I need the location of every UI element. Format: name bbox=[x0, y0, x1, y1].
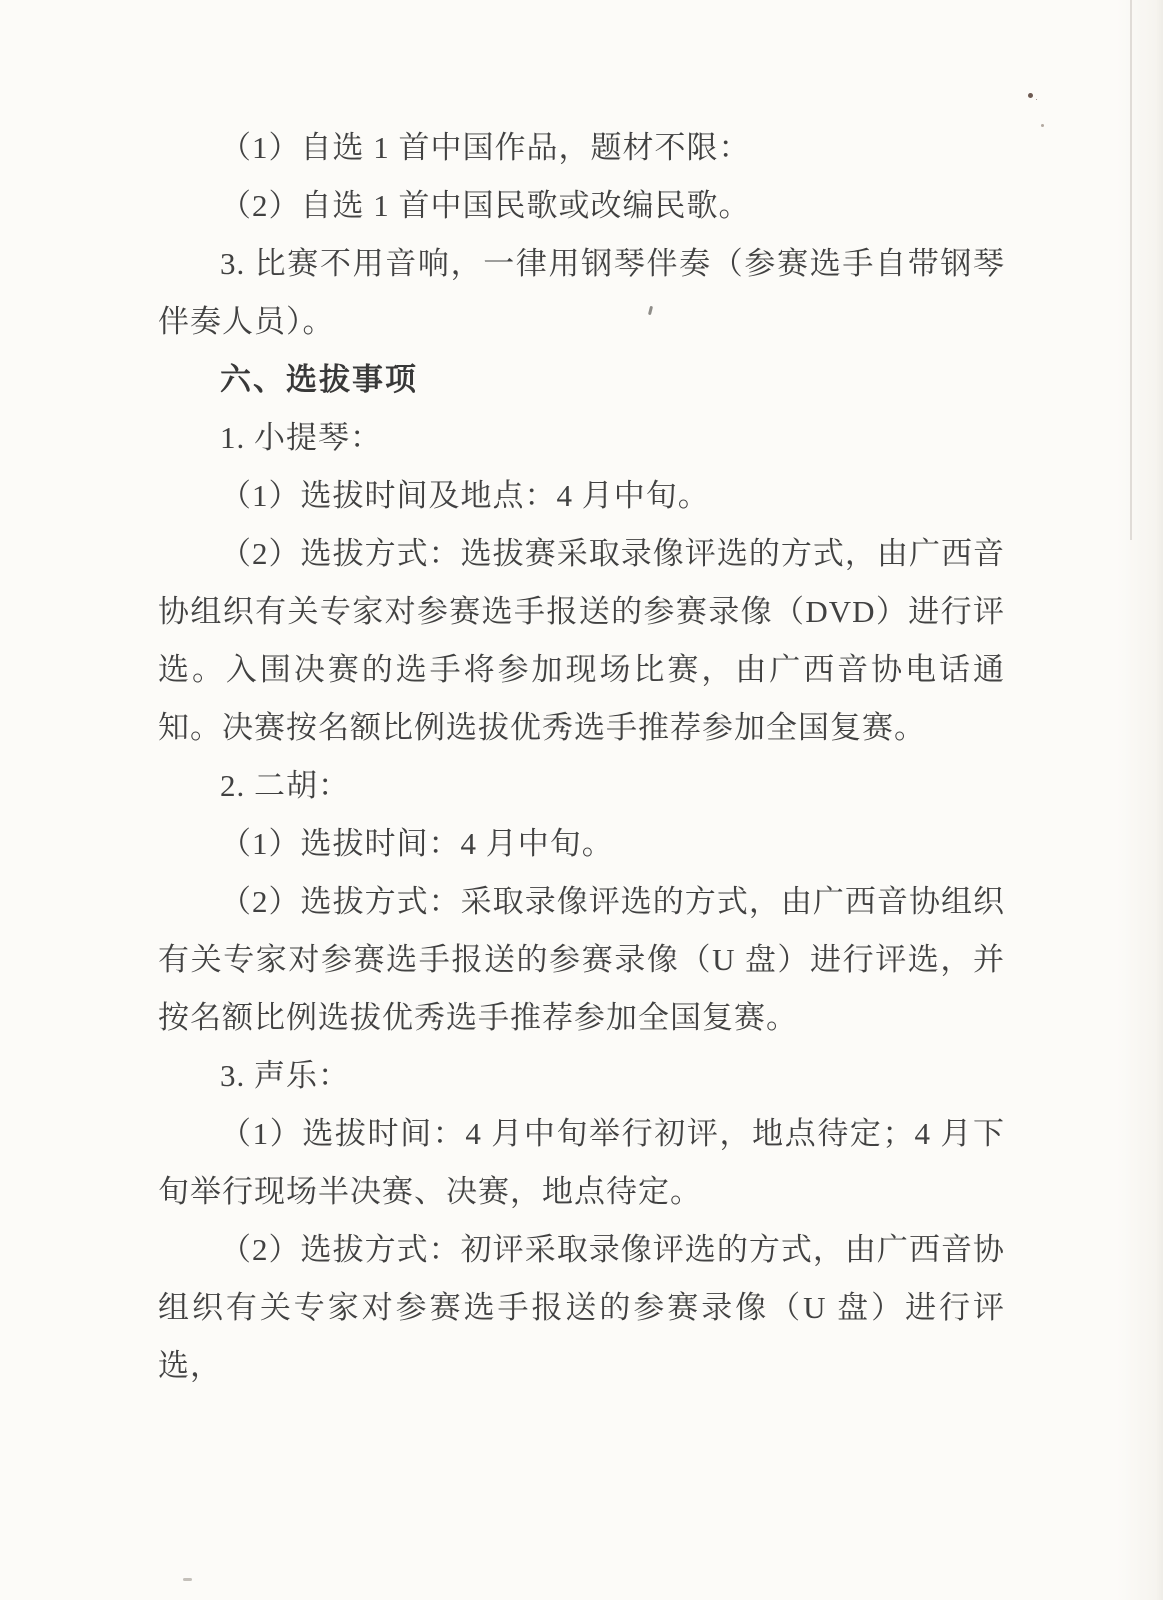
violin-time-location: （1）选拔时间及地点：4 月中旬。 bbox=[220, 478, 710, 513]
scan-artifact-speck bbox=[1028, 93, 1033, 98]
item-vocal-title: 3. 声乐： bbox=[220, 1058, 350, 1093]
scan-edge-line bbox=[1130, 0, 1132, 540]
scan-artifact-dot bbox=[1041, 124, 1044, 127]
vocal-selection-method: （2）选拔方式：初评采取录像评选的方式，由广西音协组织有关专家对参赛选手报送的参赛录像（U 盘）进行评选， bbox=[158, 1232, 1005, 1383]
violin-selection-method: （2）选拔方式：选拔赛采取录像评选的方式，由广西音协组织有关专家对参赛选手报送的参赛录像（DVD）进行评选。入围决赛的选手将参加现场比赛，由广西音协电话通知。决赛按名额比例选拔优秀选手推荐参加全国复赛。 bbox=[158, 536, 1005, 745]
erhu-selection-method: （2）选拔方式：采取录像评选的方式，由广西音协组织有关专家对参赛选手报送的参赛录像（U 盘）进行评选，并按名额比例选拔优秀选手推荐参加全国复赛。 bbox=[158, 884, 1005, 1035]
item-violin-title: 1. 小提琴： bbox=[220, 420, 382, 455]
item-repertoire-2: （2）自选 1 首中国民歌或改编民歌。 bbox=[220, 188, 751, 223]
document-page bbox=[158, 119, 1005, 1395]
erhu-time: （1）选拔时间：4 月中旬。 bbox=[220, 826, 614, 861]
item-accompaniment-note: 3. 比赛不用音响，一律用钢琴伴奏（参赛选手自带钢琴伴奏人员）。 bbox=[158, 246, 1005, 339]
item-erhu-title: 2. 二胡： bbox=[220, 768, 350, 803]
section-heading-selection-matters: 六、选拔事项 bbox=[220, 362, 418, 397]
item-repertoire-1: （1）自选 1 首中国作品，题材不限： bbox=[220, 130, 751, 165]
vocal-time: （1）选拔时间：4 月中旬举行初评，地点待定；4 月下旬举行现场半决赛、决赛，地点待定。 bbox=[158, 1116, 1005, 1209]
scan-artifact-bottom-mark bbox=[183, 1578, 192, 1581]
